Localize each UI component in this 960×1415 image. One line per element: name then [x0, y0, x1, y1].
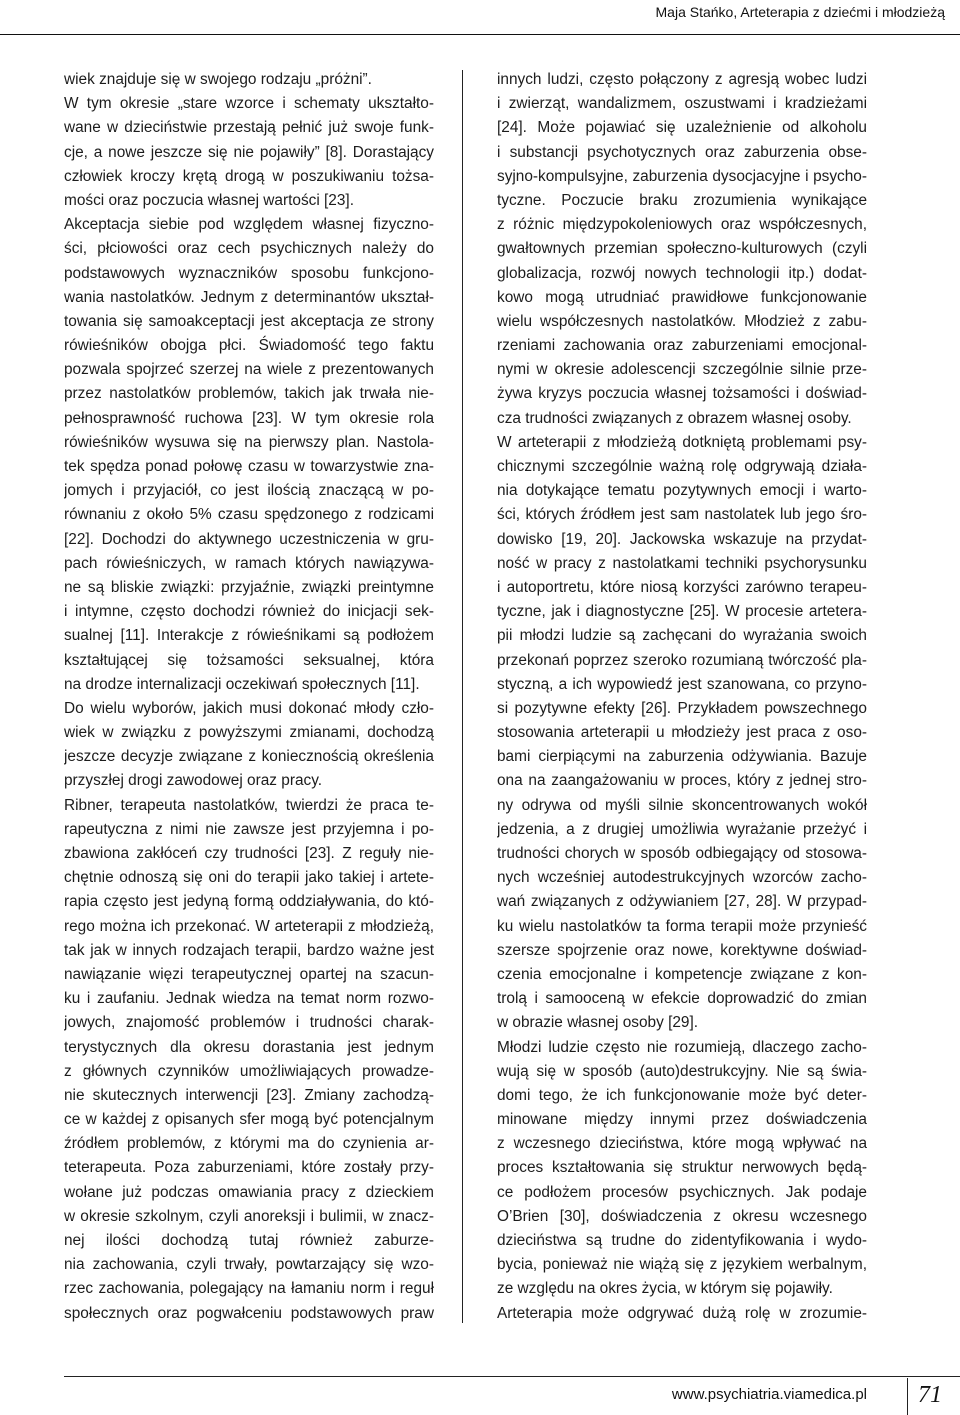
right-column-line: bycia, ponieważ nie wiążą się z językiem werbalnym,	[497, 1256, 867, 1274]
right-column-line: nia dotykające tematu pozytywnych emocji i warto-	[497, 482, 867, 500]
left-text-column	[64, 68, 434, 1326]
left-column-line: źródłem problemów, z którymi ma do czynienia ar-	[64, 1135, 434, 1153]
right-column-line: trudności chorych w sposób odbiegający od stosowa-	[497, 845, 867, 862]
right-column-line: z różnic międzypokoleniowych oraz współczesnych,	[497, 216, 867, 234]
left-column-line: społecznych oraz pogwałceniu podstawowych praw	[64, 1304, 434, 1322]
right-column-line: dowisko [19, 20]. Jackowska wskazuje na przydat-	[497, 530, 867, 548]
left-column-line: ce w każdej z opisanych sfer mogą być potencjalnym	[64, 1111, 434, 1129]
right-text-column	[497, 68, 867, 1326]
left-column-line: przez nastolatków problemów, takich jak trwała nie-	[64, 385, 434, 403]
right-column-line: ona na zaangażowaniu w proces, który z jednej stro-	[497, 772, 867, 790]
left-column-line: terystycznych dla okresu dorastania jest jednym	[64, 1038, 434, 1056]
right-column-line: i zwierząt, wandalizmem, oszustwami i kradzieżami	[497, 95, 867, 113]
left-column-line: rzec zachowania, polegający na łamaniu norm i reguł	[64, 1280, 434, 1298]
left-column-line: towania się samoakceptacji jest akceptacja ze strony	[64, 312, 434, 330]
running-header-text	[656, 4, 945, 20]
left-column-line: kształtującej się tożsamości seksualnej, która	[64, 651, 434, 669]
right-column-line: wują się w sposób (auto)destrukcyjny. Nie są świa-	[497, 1062, 867, 1080]
left-column-line: rapeutyczna z nimi nie zawsze jest przyjemna i po-	[64, 820, 434, 838]
left-column-line: Ribner, terapeuta nastolatków, twierdzi że praca te-	[64, 796, 434, 814]
right-column-line: kowo mogą utrudniać prawidłowe funkcjonowanie	[497, 288, 867, 306]
right-column-line: globalizacja, rozwój nowych technologii itp.) dodat-	[497, 264, 867, 282]
left-column-line: z głównych czynników umożliwiających prowadze-	[64, 1062, 434, 1080]
running-header	[0, 0, 960, 35]
left-column-line: zbawiona zakłóceń czy trudności [23]. Z reguły nie-	[64, 845, 434, 862]
right-column-line: ku wielu nastolatków ta forma terapii może przynieść	[497, 917, 867, 935]
left-column-line: pach rówieśniczych, w ramach których nawiązywa-	[64, 554, 434, 572]
left-column-line: nia zachowania, czyli trwały, powtarzający się wzo-	[64, 1256, 434, 1274]
left-column-line: Do wielu wyborów, jakich musi dokonać młody czło-	[64, 699, 434, 717]
right-column-line: bami cierpiącymi na zaburzenia odżywiania. Bazuje	[497, 748, 867, 766]
right-column-line: czenia emocjonalne i kompetencje związane z kon-	[497, 965, 867, 983]
left-column-line: jomych i przyjaciół, co jest ilością znaczącą w po-	[64, 482, 434, 500]
header-title: Arteterapia z dziećmi i młodzieżą	[740, 4, 945, 20]
right-column-line: wań związanych z odżywianiem [27, 28]. W przypad-	[497, 893, 867, 911]
left-column-line: nie skutecznych interwencji [23]. Zmiany zachodzą-	[64, 1086, 434, 1104]
right-column-line: i substancji psychotycznych oraz zaburzenia obse-	[497, 143, 867, 161]
right-column-line: stosowania arteterapii u młodzieży jest praca z oso-	[497, 724, 867, 742]
right-column-line: domi tego, że ich funkcjonowanie może być deter-	[497, 1086, 867, 1104]
right-column-line: przekonań poprzez szeroko rozumianą twórczość pla-	[497, 651, 867, 669]
right-column-line: wielu współczesnych nastolatków. Młodzież z zabu-	[497, 312, 867, 330]
left-column-line: podstawowych wyznaczników sposobu funkcjono-	[64, 264, 434, 282]
left-column-line: rówieśników obojga płci. Świadomość tego faktu	[64, 337, 434, 355]
left-column-line: na drodze internalizacji oczekiwań społecznych [11].	[64, 675, 420, 693]
right-column-line: ność w pracy z nastolatkami techniki psychorysunku	[497, 554, 867, 572]
left-column-line: mości oraz poczucia własnej wartości [23].	[64, 191, 354, 209]
right-column-line: syjno-kompulsyjne, zaburzenia dysocjacyjne i psycho-	[497, 167, 867, 185]
right-column-line: styczną, a ich wypowiedź jest szanowana, co przyno-	[497, 675, 867, 693]
left-column-line: rapia często jest jedyną formą oddziaływania, do któ-	[64, 893, 434, 911]
right-column-line: żywa kryzys poczucia własnej tożsamości i doświad-	[497, 385, 867, 403]
right-column-line: trolą i samooceną w efekcie doprowadzić do zmian	[497, 990, 867, 1008]
right-column-line: rzeniami zachowania oraz zaburzeniami emocjonal-	[497, 337, 867, 355]
left-column-line: [22]. Dochodzi do aktywnego uczestniczenia w gru-	[64, 530, 434, 548]
right-column-line: W arteterapii z młodzieżą dotkniętą problemami psy-	[497, 433, 867, 451]
page-number: 71	[918, 1382, 942, 1408]
right-column-line: z wczesnego dzieciństwa, które mogą wpływać na	[497, 1135, 867, 1153]
right-column-line: innych ludzi, często połączony z agresją wobec ludzi	[497, 71, 867, 88]
left-column-line: sualnej [11]. Interakcje z rówieśnikami są podłożem	[64, 627, 434, 645]
left-column-line: Akceptacja siebie pod względem własnej fizyczno-	[64, 216, 434, 234]
left-column-line: ku i zaufaniu. Jednak wiedza na temat norm rozwo-	[64, 990, 434, 1008]
left-column-line: nej ilości dochodzą tutaj również zaburze-	[64, 1232, 434, 1249]
left-column-line: w okresie szkolnym, czyli anoreksji i bulimii, w znacz-	[64, 1207, 434, 1225]
right-column-line: cza trudności związanych z obrazem własnej osoby.	[497, 409, 852, 427]
right-column-line: ści, których źródłem jest sam nastolatek lub jego śro-	[497, 506, 867, 524]
right-column-line: chicznymi szczególnie ważną rolę odgrywają działa-	[497, 458, 867, 475]
right-column-line: ce podłożem procesów psychicznych. Jak podaje	[497, 1183, 867, 1201]
left-column-line: chętnie odnoszą się oni do terapii jako takiej i artete-	[64, 869, 434, 887]
left-column-line: jowych, znajomość problemów i trudności charak-	[64, 1014, 434, 1032]
right-column-line: O’Brien [30], doświadczenia z okresu wczesnego	[497, 1207, 867, 1225]
right-column-line: Młodzi ludzie często nie rozumieją, dlaczego zacho-	[497, 1038, 867, 1056]
left-column-line: człowiek kroczy krętą drogą w poszukiwaniu tożsa-	[64, 167, 434, 185]
right-column-line: minowane między innymi przez doświadczenia	[497, 1111, 867, 1129]
left-column-line: wołane już podczas omawiania pracy z dzieckiem	[64, 1183, 434, 1201]
right-column-line: dzieciństwa są trudne do zidentyfikowania i wydo-	[497, 1232, 867, 1249]
footer-url: www.psychiatria.viamedica.pl	[671, 1386, 867, 1403]
left-column-line: cje, a nowe jeszcze się nie pojawiły” [8]. Dorastający	[64, 143, 434, 161]
footer-rule	[64, 1376, 960, 1377]
footer-divider	[907, 1378, 908, 1415]
left-column-line: W tym okresie „stare wzorce i schematy ukształto-	[64, 95, 434, 113]
right-column-line: i autoportretu, które niosą korzyści zarówno terapeu-	[497, 578, 867, 596]
left-column-line: i intymne, często dochodzi również do inicjacji sek-	[64, 603, 434, 621]
left-column-line: wania nastolatków. Jednym z determinantów ukształ-	[64, 288, 434, 306]
right-column-line: pii młodzi ludzie są zachęcani do wyrażania swoich	[497, 627, 867, 645]
left-column-line: pozwala spojrzeć szerzej na wiele z prezentowanych	[64, 361, 434, 379]
left-column-line: tak jak w innych rodzajach terapii, bardzo ważne jest	[64, 941, 434, 959]
left-column-line: nawiązanie więzi terapeutycznej opartej na szacun-	[64, 965, 434, 983]
left-column-line: rego można ich przekonać. W arteterapii z młodzieżą,	[64, 917, 434, 935]
right-column-line: nymi w okresie adolescencji szczególnie silnie prze-	[497, 361, 867, 379]
right-column-line: jedzenia, a z drugiej umożliwia wyrażanie przeżyć i	[497, 820, 867, 838]
header-authors: Maja Stańko,	[655, 4, 738, 20]
left-column-line: rówieśników wysuwa się na pierwszy plan. Nastola-	[64, 433, 434, 451]
left-column-line: równaniu z około 5% czasu spędzonego z rodzicami	[64, 506, 434, 524]
right-column-line: ny odrywa od myśli silnie skoncentrowanych wokół	[497, 796, 867, 814]
left-column-line: pełnosprawność ruchowa [23]. W tym okresie rola	[64, 409, 434, 427]
right-column-line: si pozytywne efekty [26]. Przykładem powszechnego	[497, 699, 867, 717]
left-column-line: wane w dzieciństwie przestają pełnić już swoje funk-	[64, 119, 434, 137]
right-column-line: tyczne, jak i diagnostyczne [25]. W procesie artetera-	[497, 603, 867, 621]
right-column-line: gwałtownych przemian społeczno-kulturowych (czyli	[497, 240, 867, 258]
right-column-line: tyczne. Poczucie braku zrozumienia wynikające	[497, 191, 867, 209]
left-column-line: wiek w związku z powyższymi zmianami, dochodzą	[64, 724, 434, 742]
left-column-line: teterapeuta. Poza zaburzeniami, które zostały przy-	[64, 1159, 434, 1177]
left-column-line: ści, płciowości oraz cech psychicznych należy do	[64, 240, 434, 258]
left-column-line: tek spędza ponad połowę czasu w towarzystwie zna-	[64, 458, 434, 475]
left-column-line: wiek znajduje się w swojego rodzaju „próżni”.	[64, 71, 372, 88]
right-column-line: ze względu na okres życia, w którym się pojawiły.	[497, 1280, 833, 1298]
right-column-line: nych wcześniej autodestrukcyjnych wzorców zacho-	[497, 869, 867, 887]
column-divider	[462, 70, 463, 1323]
right-column-line: w obrazie własnej osoby [29].	[497, 1014, 699, 1032]
right-column-line: szersze spojrzenie oraz nowe, korektywne doświad-	[497, 941, 867, 959]
right-column-line: Arteterapia może odgrywać dużą rolę w zrozumie-	[497, 1304, 867, 1322]
left-column-line: przyszłej drogi zawodowej oraz pracy.	[64, 772, 323, 790]
right-column-line: proces kształtowania się struktur nerwowych będą-	[497, 1159, 867, 1177]
left-column-line: ne są bliskie związki: przyjaźnie, związki preintymne	[64, 578, 434, 596]
left-column-line: jeszcze decyzje związane z koniecznością określenia	[64, 748, 434, 766]
right-column-line: [24]. Może pojawiać się uzależnienie od alkoholu	[497, 119, 867, 137]
